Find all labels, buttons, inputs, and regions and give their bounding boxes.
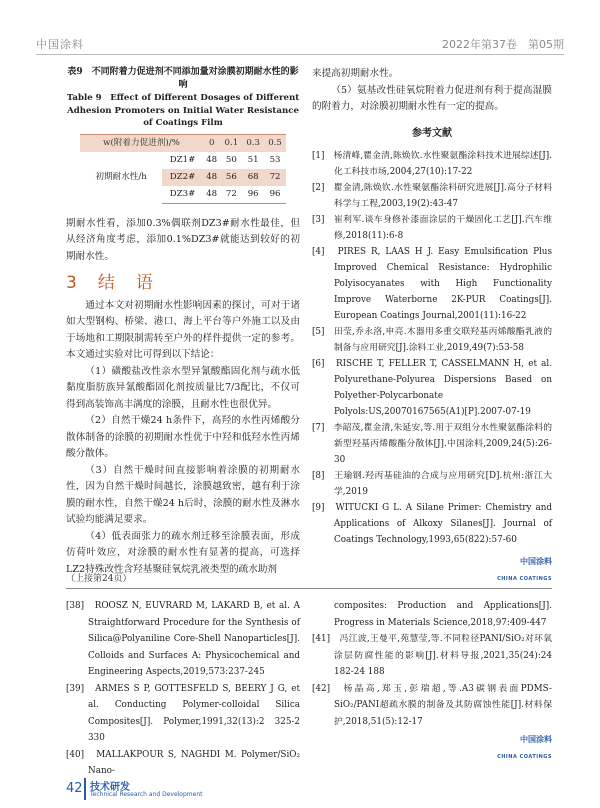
table-cell: 48 <box>203 169 220 186</box>
page-number: 42 <box>66 781 83 796</box>
table-dosage: 0.3 <box>242 134 264 152</box>
table-9 <box>80 134 286 204</box>
reference-item: [6] RISCHE T, FELLER T, CASSELMANN H, et al. Polyurethane-Polyurea Dispersions Based on Polyether-Polycarbonate Polyols:US,20070167565(A1)[P].2007-07-19 <box>312 359 552 417</box>
table-cell: DZ1# <box>169 154 196 165</box>
journal-logo <box>312 732 552 765</box>
logo-cn: 中国涂料 <box>520 735 552 744</box>
table-cell: 53 <box>269 154 281 165</box>
table-cell: 72 <box>220 186 242 204</box>
table-header-row <box>80 134 286 152</box>
table-cell: 96 <box>242 186 264 204</box>
header-divider <box>36 54 564 55</box>
reference-item: [1] 杨清峰,瞿金清,陈焕钦.水性聚氨酯涂料技术进展综述[J].化工科技市场,2004,27(10):17-22 <box>312 151 552 177</box>
journal-logo <box>312 554 552 587</box>
table-col-header: w(附着力促进剂)/% <box>80 134 203 152</box>
journal-name: 中国涂料 <box>36 38 84 51</box>
table-cell: 68 <box>242 169 264 186</box>
paragraph: 来提高初期耐水性。 <box>312 68 399 79</box>
left-column <box>66 66 300 578</box>
references-title: 参考文献 <box>412 127 452 139</box>
reference-item: [40] MALLAKPOUR S, NAGHDI M. Polymer/SiO₂ Nano- <box>66 749 300 776</box>
table-group-label: 初期耐水性/h <box>80 152 162 204</box>
table-cell: 96 <box>264 186 286 204</box>
issue-info: 2022年第37卷 第05期 <box>442 38 564 51</box>
table-cell: 48 <box>203 186 220 204</box>
conclusion-item: （5）氨基改性硅氧烷附着力促进剂有利于提高湿膜的附着力，对涂膜初期耐水性有一定的提高。 <box>312 84 552 112</box>
reference-item: [8] 王瑜钢.羟丙基硅油的合成与应用研究[D].杭州:浙江大学,2019 <box>312 471 552 497</box>
reference-item: [41] 冯江波,王曼平,苑慧莹,等.不同粒径PANI/SiO₂对环氧涂层防腐性能的影响[J].材料导报,2021,35(24):24 182-24 188 <box>312 634 552 677</box>
table-row <box>80 152 286 169</box>
reference-item: [5] 田莹,乔永洛,申亮.木器用多重交联羟基丙烯酸酯乳液的制备与应用研究[J].涂料工业,2019,49(7):53-58 <box>312 327 552 353</box>
table-caption-cn: 表9 不同附着力促进剂不同添加量对涂膜初期耐水性的影响 <box>67 67 299 90</box>
section-divider <box>66 588 552 589</box>
conclusion-item: （1）磺酸盐改性亲水型异氰酸酯固化剂与疏水低黏度脂肪族异氰酸酯固化剂按质量比7/3配比，不仅可得到高装饰高丰满度的涂膜，且耐水性也很优异。 <box>66 365 300 410</box>
reference-item: [3] 崔利军.谈车身修补漆面涂层的干燥固化工艺[J].汽车维修,2018(11):6-8 <box>312 215 552 241</box>
reference-item: [2] 瞿金清,陈焕钦.水性聚氨酯涂料研究进展[J].高分子材料科学与工程,2003,19(2):43-47 <box>312 183 552 209</box>
paragraph: 通过本文对初期耐水性影响因素的探讨，可对于诸如大型钢构、桥梁、港口、海上平台等户外施工以及由于场地和工期限制需转至户外的样件提供一定的参考。本文通过实验对比可得到以下结论： <box>66 299 300 360</box>
conclusion-item: （4）低表面张力的疏水剂迁移至涂膜表面，形成仿荷叶效应，对涂膜的耐水性有显著的提高，可选择LZ2特殊改性含羟基聚硅氧烷乳液类型的疏水助剂 <box>66 530 300 575</box>
footer-section-en: Technical Research and Development <box>90 791 203 798</box>
conclusion-item: （3）自然干燥时间直接影响着涂膜的初期耐水性，因为自然干燥时间越长，涂膜越致密，越有利于涂膜的耐水性，自然干燥24 h后时，涂膜的耐水性及淋水试验均能满足要求。 <box>66 464 300 525</box>
conclusion-item: （2）自然干燥24 h条件下，高羟的水性丙烯酸分散体制备的涂膜的初期耐水性优于中羟和低羟水性丙烯酸分散体。 <box>66 415 300 459</box>
logo-en: CHINA COATINGS <box>497 575 552 582</box>
reference-item: [9] WITUCKI G L. A Silane Primer: Chemistry and Applications of Alkoxy Silanes[J]. Journal of Coatings Technology,1993,65(822):57-60 <box>312 503 552 545</box>
paragraph: 期耐水性看，添加0.3%偶联剂DZ3#耐水性最佳，但从经济角度考虑，添加0.1%DZ3#就能达到较好的初期耐水性。 <box>66 217 300 262</box>
table-cell: 51 <box>247 154 259 165</box>
table-cell: 72 <box>264 169 286 186</box>
continued-note: （上接第24页） <box>66 574 132 584</box>
table-cell: 50 <box>225 154 237 165</box>
reference-item: [4] PIRES R, LAAS H J. Easy Emulsification Plus Improved Chemical Resistance: Hydrophilic Polyisocyanates with High Functionality Improve Waterborne 2K-PUR Coatings[J]. European Coatings Journal,2001(11):16-22 <box>312 247 552 321</box>
right-column <box>312 66 552 587</box>
bottom-left-refs <box>66 598 300 780</box>
reference-item: [7] 李韶茂,瞿金清,朱延安,等.用于双组分水性聚氨酯涂料的新型羟基丙烯酸酯分散体[J].中国涂料,2009,24(5):26-30 <box>312 423 552 465</box>
table-dosage: 0.5 <box>264 134 286 152</box>
table-cell: DZ2# <box>162 169 203 186</box>
logo-en: CHINA COATINGS <box>497 753 552 760</box>
reference-item: [42] 杨晶高,郑玉,彭瑞超,等.A3碳钢表面PDMS-SiO₂/PANI超疏水膜的制备及其防腐蚀性能[J].材料保护,2018,51(5):12-17 <box>312 683 552 727</box>
logo-cn: 中国涂料 <box>520 557 552 566</box>
footer-section-cn: 技术研发 <box>90 782 130 793</box>
table-dosage: 0.1 <box>220 134 242 152</box>
footer-divider <box>84 778 86 800</box>
bottom-right-refs <box>312 598 552 765</box>
reference-item: composites: Production and Applications[J]. Progress in Materials Science,2018,97:409-447 <box>334 601 552 628</box>
table-dosage: 0 <box>203 134 220 152</box>
section-heading: 3 结 语 <box>66 273 155 293</box>
table-caption-en: Table 9 Effect of Different Dosages of Different Adhesion Promoters on Initial Water Resistance of Coatings Film <box>66 93 300 128</box>
table-cell: 56 <box>220 169 242 186</box>
table-cell: DZ3# <box>162 186 203 204</box>
reference-item: [39] ARMES S P, GOTTESFELD S, BEERY J G, et al. Conducting Polymer-colloidal Silica Composites[J]. Polymer,1991,32(13):2 325-2 330 <box>66 683 300 743</box>
table-cell: 48 <box>206 154 218 165</box>
reference-item: [38] ROOSZ N, EUVRARD M, LAKARD B, et al. A Straightforward Procedure for the Synthesis of Silica@Polyaniline Core-Shell Nanoparticles[J]. Colloids and Surfaces A: Physicochemical and Engineering Aspects,2019,573:237-245 <box>66 601 300 677</box>
